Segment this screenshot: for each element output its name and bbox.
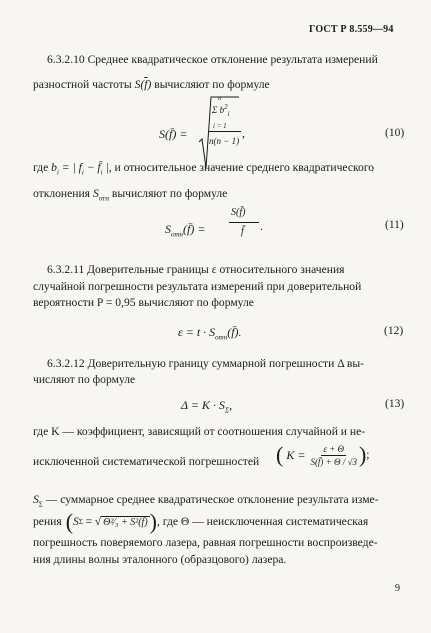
para-6-3-2-10-line2: [33, 79, 270, 91]
symbol-b: b: [51, 161, 57, 174]
eq11-number: (11): [385, 219, 404, 231]
formula-part: Δ = K · S: [181, 398, 225, 412]
para-bi-definition: [33, 162, 374, 176]
eq11-denominator: f̄: [241, 226, 244, 237]
eq10-tail: ,: [242, 126, 245, 140]
para-6-3-2-11-line3: вероятности P = 0,95 вычисляют по формуле: [33, 296, 254, 309]
k-fraction: [308, 444, 359, 467]
eq12-number: (12): [384, 325, 404, 337]
formula-part: ;: [366, 448, 370, 462]
exponent: 2: [224, 103, 228, 111]
para-6-3-2-12-line2: числяют по формуле: [33, 373, 136, 386]
subscript: Σ: [38, 500, 43, 509]
symbol-s: S: [165, 222, 171, 236]
page-number: 9: [395, 583, 400, 594]
eq10-sum: [212, 103, 230, 118]
subscript: i: [56, 168, 59, 177]
eq11-lhs: [165, 222, 205, 238]
para-6-3-2-11-line2: случайной погрешности результата измерений при доверительной: [33, 280, 362, 293]
k-numerator: ε + Θ: [323, 443, 344, 454]
formula-part: ε = t · S: [178, 325, 216, 339]
formula-part: − f̄: [86, 161, 101, 174]
eq13-formula: [181, 398, 232, 414]
para-k-line1: где K — коэффициент, зависящий от соотношения случайной и не-: [33, 425, 366, 438]
subscript: отн: [171, 230, 184, 239]
para-text: — суммарное среднее квадратическое отклонение результата изме-: [45, 493, 379, 506]
argument: (f̄) =: [183, 222, 206, 236]
para-s-sigma-line4: ния длины волны эталонного (образцового) лазера.: [33, 553, 287, 566]
eq10-fraction-bar: [209, 131, 241, 132]
subscript: Σ: [224, 406, 230, 415]
eq10-lhs: S(f̄) =: [159, 127, 188, 141]
k-denominator: S(f̄) + Θ / √3: [310, 456, 357, 467]
eq11-numerator: S(f̄): [231, 207, 246, 218]
symbol-s: S: [92, 187, 99, 200]
eq11-fraction-bar: [229, 222, 259, 223]
symbol-s: S: [33, 493, 39, 506]
paren-close: ): [358, 442, 367, 467]
subscript: i: [100, 168, 103, 177]
para-relative-line2: [33, 188, 227, 202]
eq10-number: (10): [385, 127, 405, 139]
eq10-denominator: n(n − 1): [209, 136, 240, 146]
subscript: Σ: [78, 517, 83, 526]
eq10-sum-top: n: [218, 94, 222, 102]
k-lhs: K =: [286, 447, 306, 462]
para-6-3-2-10-line1: 6.3.2.10 Среднее квадратическое отклонение результата измерений: [47, 53, 378, 66]
paren-close: ): [149, 509, 157, 534]
formula-part: |: [105, 161, 109, 174]
para-k-line2: исключенной систематической погрешностей: [33, 455, 260, 468]
eq13-number: (13): [385, 398, 405, 410]
eq12-formula: [178, 325, 242, 341]
para-6-3-2-11-line1: 6.3.2.11 Доверительные границы ε относительного значения: [47, 263, 345, 276]
para-s-sigma-line3: погрешность поверяемого лазера, равная погрешности воспроизведе-: [33, 536, 378, 549]
formula-part: ,: [229, 398, 233, 412]
para-text: вычисляют по формуле: [111, 187, 228, 200]
eq11-tail: .: [260, 219, 263, 233]
formula-part: =: [84, 515, 93, 529]
subscript: отн: [215, 333, 228, 342]
subscript: отн: [98, 194, 109, 203]
sum-symbol: Σ b: [212, 105, 225, 115]
subscript: i: [81, 168, 84, 177]
para-text: , где Θ — неисключенная систематическая: [156, 515, 369, 529]
sqrt-content: Θ²⁄₃ + S²(f̄): [103, 517, 148, 528]
argument: (f̄).: [227, 325, 242, 339]
paren-open: (: [65, 509, 74, 534]
para-s-sigma-line1: [33, 494, 379, 508]
symbol-s: S: [73, 515, 79, 529]
symbol-s-f: $S(\overline{f})$: [134, 78, 152, 91]
para-text: отклонения: [33, 187, 91, 200]
formula-part: = | f: [61, 161, 82, 174]
para-text: разностной частоты: [33, 78, 132, 91]
paren-open: (: [276, 442, 284, 467]
para-text: где: [33, 161, 49, 174]
standard-header: ГОСТ Р 8.559—94: [309, 24, 394, 35]
para-6-3-2-12-line1: 6.3.2.12 Доверительную границу суммарной погрешности Δ вы-: [47, 357, 365, 370]
eq-k-definition: [276, 438, 370, 472]
eq10-sum-bottom: i = 1: [213, 122, 227, 130]
para-text: вычисляют по формуле: [154, 78, 270, 91]
subscript: i: [227, 109, 230, 118]
radical-sign-icon: √: [94, 515, 102, 529]
para-text: , и относительное значение среднего квадратического: [108, 161, 375, 174]
para-text: рения: [33, 515, 62, 529]
para-s-sigma-line2: [33, 511, 368, 533]
